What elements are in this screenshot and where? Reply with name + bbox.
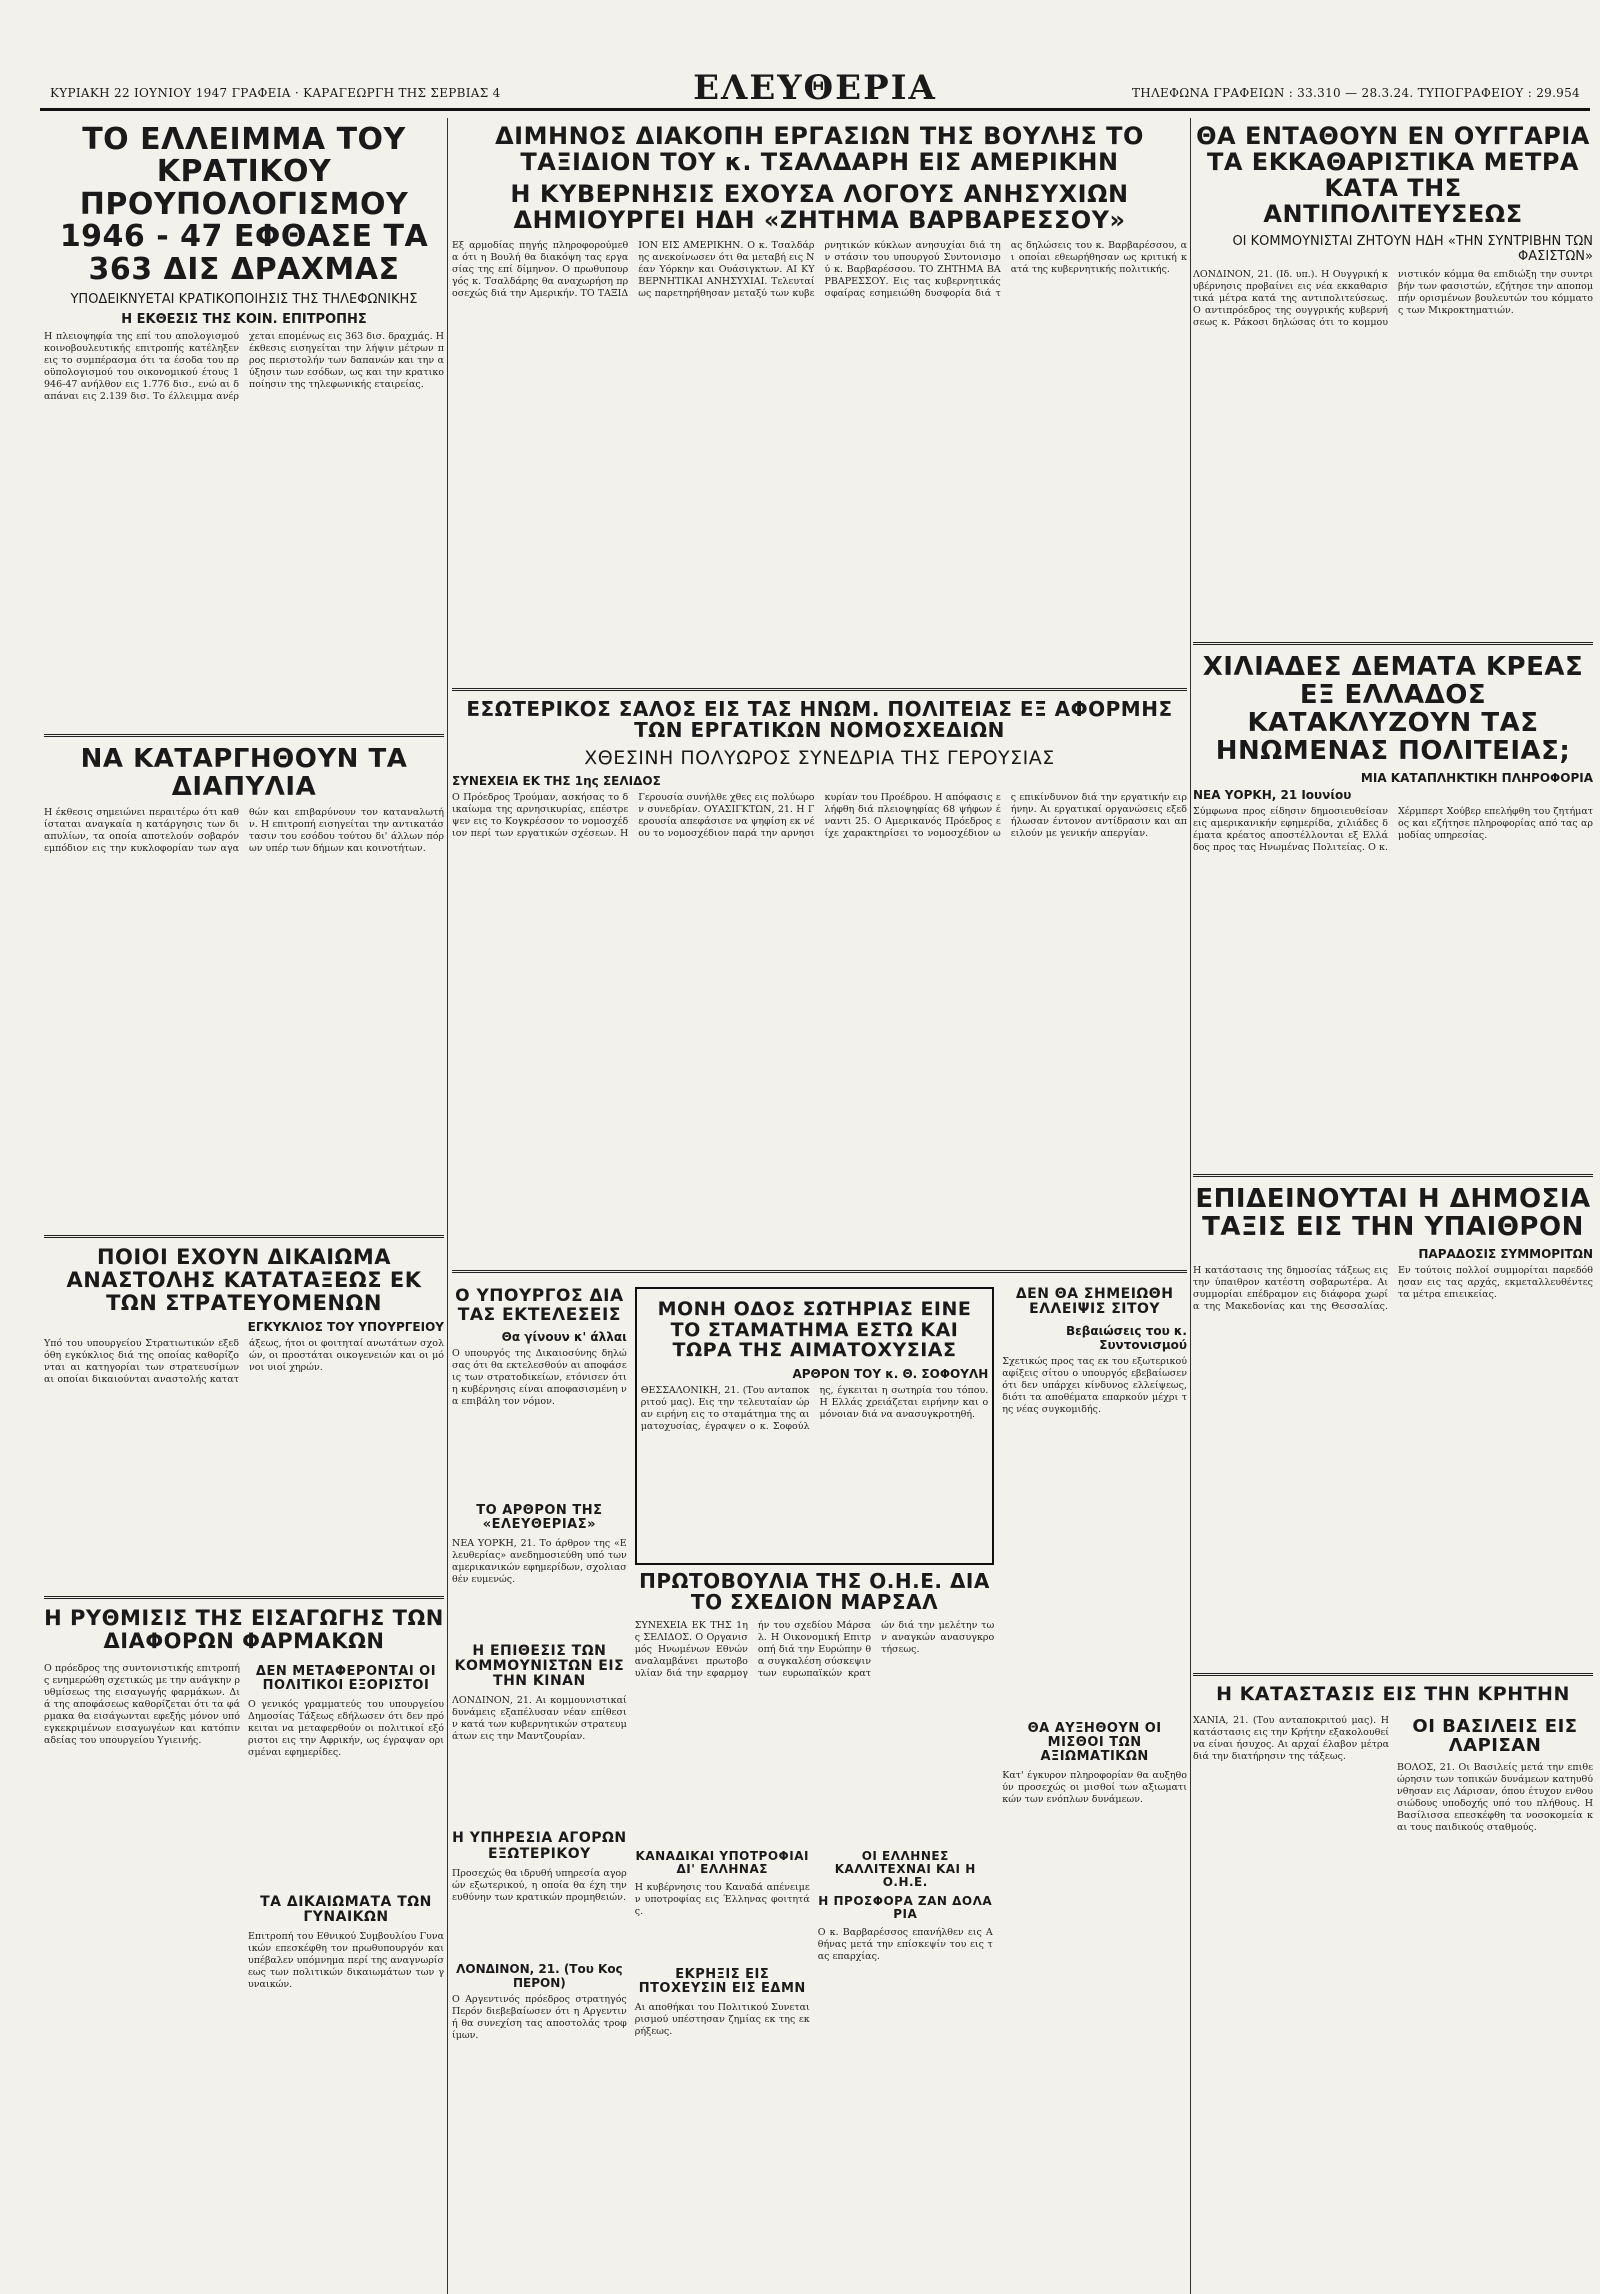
masthead <box>40 68 1590 111</box>
headline-royals-larissa: ΟΙ ΒΑΣΙΛΕΙΣ ΕΙΣ ΛΑΡΙΣΑΝ <box>1412 1715 1578 1757</box>
article-explosion: Αι αποθήκαι του Πολιτικού Συνεταιρισμού υπέστησαν ζημίας εκ της εκρήξεως. <box>634 2002 810 2038</box>
sofoulis-article-box <box>635 1287 995 1565</box>
executions-box <box>452 1281 627 2096</box>
headline-foreign-purchases: Η ΥΠΗΡΕΣΙΑ ΑΓΟΡΩΝ ΕΞΩΤΕΡΙΚΟΥ <box>452 1830 627 1862</box>
subheadline-bandits-surrender: ΠΑΡΑΔΟΣΙΣ ΣΥΜΜΟΡΙΤΩΝ <box>1418 1247 1593 1262</box>
masthead-phones: ΤΗΛΕΦΩΝΑ ΓΡΑΦΕΙΩΝ : 33.310 — 28.3.24. ΤΥΠΟΓΡΑΦΕΙΟΥ : 29.954 <box>1132 86 1580 100</box>
headline-varvaressos-issue: Η ΚΥΒΕΡΝΗΣΙΣ ΕΧΟΥΣΑ ΛΟΓΟΥΣ ΑΝΗΣΥΧΙΩΝ ΔΗΜΙΟΥΡΓΕΙ ΗΔΗ «ΖΗΤΗΜΑ ΒΑΡΒΑΡΕΣΣΟΥ» <box>510 179 1129 234</box>
headline-hungary-purges: ΘΑ ΕΝΤΑΘΟΥΝ ΕΝ ΟΥΓΓΑΡΙΑ ΤΑ ΕΚΚΑΘΑΡΙΣΤΙΚΑ ΜΕΤΡΑ ΚΑΤΑ ΤΗΣ ΑΝΤΙΠΟΛΙΤΕΥΣΕΩΣ <box>1196 122 1590 228</box>
article-peron: Ο Αργεντινός πρόεδρος στρατηγός Περόν διεβεβαίωσεν ότι η Αργεντινή θα συνεχίση τας αποστολάς τροφίμων. <box>452 1993 627 2041</box>
divider <box>452 1270 1187 1273</box>
newspaper-title: ΕΛΕΥΘΕΡΙΑ <box>693 68 937 108</box>
subheadline-committee-report: Η ΕΚΘΕΣΙΣ ΤΗΣ ΚΟΙΝ. ΕΠΙΤΡΟΠΗΣ <box>121 311 367 327</box>
headline-peron: ΛΟΝΔΙΝΟΝ, 21. (Του Κος ΠΕΡΟΝ) <box>456 1961 623 1990</box>
headline-eleftheria-article: ΤΟ ΑΡΘΡΟΝ ΤΗΣ «ΕΛΕΥΘΕΡΙΑΣ» <box>476 1503 603 1533</box>
article-minister-executions: Ο υπουργός της Δικαιοσύνης δηλώσας ότι θα εκτελεσθούν αι αποφάσεις των στρατοδικείων, ετόνισεν ότι η κυβέρνησις είναι αποφασισμένη να επιβάλη τον νόμον. <box>452 1348 627 1408</box>
divider <box>1193 1174 1593 1177</box>
article-countryside-order: Η κατάστασις της δημοσίας τάξεως εις την ύπαιθρον κατέστη σοβαρωτέρα. Αι συμμορίαι επέδραμον εις διάφορα χωρία της Μακεδονίας και της Θεσσαλίας. Εν τούτοις πολλοί συμμορίται παρεδόθησαν εις τας αρχάς, εκμεταλλευθέντες τα μέτρα επιεικείας. <box>1193 1265 1593 1313</box>
headline-exiles-not-moved: ΔΕΝ ΜΕΤΑΦΕΡΟΝΤΑΙ ΟΙ ΠΟΛΙΤΙΚΟΙ ΕΞΟΡΙΣΤΟΙ <box>255 1663 437 1693</box>
left-column <box>44 118 444 2288</box>
divider <box>1193 1673 1593 1676</box>
headline-pharmaceutical-imports: Η ΡΥΘΜΙΣΙΣ ΤΗΣ ΕΙΣΑΓΩΓΗΣ ΤΩΝ ΔΙΑΦΟΡΩΝ ΦΑΡΜΑΚΩΝ <box>44 1606 444 1653</box>
article-hungary-purges: ΛΟΝΔΙΝΟΝ, 21. (Ιδ. υπ.). Η Ουγγρική κυβέρνησις προβαίνει εις νέα εκκαθαριστικά μέτρα κατά της αντιπολιτεύσεως. Ο αντιπρόεδρος της ουγγρικής κυβερνήσεως κ. Ράκοσι δηλώσας ότι το κομμουνιστικόν κόμμα θα επιδιώξη την συντριβήν των φασιστών, εζήτησε την αποπομπήν ορισμένων βουλευτών του κόμματος των Μικροκτηματιών. <box>1193 268 1593 328</box>
headline-senate-session: ΧΘΕΣΙΝΗ ΠΟΛΥΩΡΟΣ ΣΥΝΕΔΡΙΑ ΤΗΣ ΓΕΡΟΥΣΙΑΣ <box>584 746 1055 769</box>
divider <box>44 1235 444 1238</box>
headline-meat-parcels: ΧΙΛΙΑΔΕΣ ΔΕΜΑΤΑ ΚΡΕΑΣ ΕΞ ΕΛΛΑΔΟΣ ΚΑΤΑΚΛΥΖΟΥΝ ΤΑΣ ΗΝΩΜΕΝΑΣ ΠΟΛΙΤΕΙΑΣ; <box>1202 651 1584 767</box>
column-rule <box>1190 118 1191 2294</box>
headline-parliament-recess: ΔΙΜΗΝΟΣ ΔΙΑΚΟΠΗ ΕΡΓΑΣΙΩΝ ΤΗΣ ΒΟΥΛΗΣ ΤΟ ΤΑΞΙΔΙΟΝ ΤΟΥ κ. ΤΣΑΛΔΑΡΗ ΕΙΣ ΑΜΕΡΙΚΗΝ <box>495 122 1144 176</box>
headline-officer-salaries: ΘΑ ΑΥΞΗΘΟΥΝ ΟΙ ΜΙΣΘΟΙ ΤΩΝ ΑΞΙΩΜΑΤΙΚΩΝ <box>1027 1720 1162 1764</box>
headline-crete-situation: Η ΚΑΤΑΣΤΑΣΙΣ ΕΙΣ ΤΗΝ ΚΡΗΤΗΝ <box>1216 1683 1570 1706</box>
headline-countryside-order: ΕΠΙΔΕΙΝΟΥΤΑΙ Η ΔΗΜΟΣΙΑ ΤΑΞΙΣ ΕΙΣ ΤΗΝ ΥΠΑΙΘΡΟΝ <box>1195 1184 1591 1243</box>
article-us-labor-turmoil: Ο Πρόεδρος Τρούμαν, ασκήσας το δικαίωμα της αρνησικυρίας, επέστρεψεν εις το Κογκρέσσον το νομοσχέδιον περί των εργατικών σχέσεων. Η Γερουσία συνήλθε χθες εις πολύωρον συνεδρίαν. ΟΥΑΣΙΓΚΤΩΝ, 21. Η Γερουσία απεφάσισε να ψηφίση εκ νέου το νομοσχέδιον παρά την αρνησικυρίαν του Προέδρου. Η απόφασις ελήφθη διά πλειοψηφίας 68 ψήφων έναντι 25. Ο Αμερικανός Πρόεδρος είχε χαρακτηρίσει το νομοσχέδιον ως επικίνδυνον διά την εργατικήν ειρήνην. Αι εργατικαί οργανώσεις εξεδήλωσαν έντονον αντίδρασιν και απειλούν με γενικήν απεργίαν. <box>452 792 1187 840</box>
center-column <box>452 118 1187 2288</box>
headline-peron-offer: Η ΠΡΟΣΦΟΡΑ ΖΑΝ ΔΟΛΑ ΡΙΑ <box>818 1893 993 1921</box>
right-column <box>1193 118 1593 2288</box>
divider <box>452 688 1187 691</box>
article-crete-situation: ΧΑΝΙΑ, 21. (Του ανταποκριτού μας). Η κατάστασις εις την Κρήτην εξακολουθεί να είναι ήσυχος. Αι αρχαί έλαβον μέτρα διά την διατήρησιν της τάξεως. <box>1193 1714 1389 1762</box>
article-foreign-purchases: Προσεχώς θα ιδρυθή υπηρεσία αγορών εξωτερικού, η οποία θα έχη την ευθύνην των κρατικών προμηθειών. <box>452 1867 627 1903</box>
divider <box>44 734 444 737</box>
headline-abolish-tolls: ΝΑ ΚΑΤΑΡΓΗΘΟΥΝ ΤΑ ΔΙΑΠΥΛΙΑ <box>80 744 408 803</box>
article-no-wheat-shortage: Σχετικώς προς τας εκ του εξωτερικού αφίξεις σίτου ο υπουργός εβεβαίωσεν ότι δεν υπάρχει κίνδυνος ελλείψεως, διότι τα αποθέματα επαρκούν μέχρι της νέας συγκομιδής. <box>1002 1355 1187 1415</box>
subheadline-ministry-circular: ΕΓΚΥΚΛΙΟΣ ΤΟΥ ΥΠΟΥΡΓΕΙΟΥ <box>247 1320 444 1335</box>
subheadline-astonishing-info: ΜΙΑ ΚΑΤΑΠΛΗΚΤΙΚΗ ΠΛΗΡΟΦΟΡΙΑ <box>1360 771 1593 786</box>
article-meat-parcels: Σύμφωνα προς είδησιν δημοσιευθείσαν εις αμερικανικήν εφημερίδα, χιλιάδες δέματα κρέατος αποστέλλονται εξ Ελλάδος προς τας Ηνωμένας Πολιτείας. Ο κ. Χέρμπερτ Χούβερ επελήφθη του ζητήματος και εζήτησε πληροφορίας από τας αρμοδίας υπηρεσίας. <box>1193 806 1593 854</box>
article-budget-deficit: Η πλειοψηφία της επί του απολογισμού κοινοβουλευτικής επιτροπής κατέληξεν εις το συμπέρασμα ότι τα έσοδα του προϋπολογισμού του οικονομικού έτους 1946-47 ανήλθον εις 1.776 δισ., ενώ αι δαπάναι εις 2.139 δισ. Το έλλειμμα ανέρχεται επομένως εις 363 δισ. δραχμάς. Η έκθεσις εισηγείται την λήψιν μέτρων προς περιστολήν των δαπανών και την αύξησιν των εσόδων, ως και την κρατικοποίησιν της τηλεφωνικής εταιρείας. <box>44 331 444 403</box>
article-exiles-not-moved: Ο γενικός γραμματεύς του υπουργείου Δημοσίας Τάξεως εδήλωσεν ότι δεν πρόκειται να μεταφερθούν οι πολιτικοί εξόριστοι εις την Αφρικήν, ως έγραψαν ορισμέναι εφημερίδες. <box>248 1698 444 1758</box>
headline-explosion: ΕΚΡΗΞΙΣ ΕΙΣ ΠΤΟΧΕΥΣΙΝ ΕΙΣ ΕΔΜΝ <box>638 1966 806 1996</box>
headline-communists-china: Η ΕΠΙΘΕΣΙΣ ΤΩΝ ΚΟΜΜΟΥΝΙΣΤΩΝ ΕΙΣ ΤΗΝ ΚΙΝΑΝ <box>454 1643 625 1690</box>
article-communists-china: ΛΟΝΔΙΝΟΝ, 21. Αι κομμουνιστικαί δυνάμεις εξαπέλυσαν νέαν επίθεσιν κατά των κυβερνητικών στρατευμάτων εις την Μαντζουρίαν. <box>452 1695 627 1743</box>
article-royals-larissa: ΒΟΛΟΣ, 21. Οι Βασιλείς μετά την επιθεώρησιν των τοπικών δυνάμεων κατηυθύνθησαν εις Λάρισαν, όπου έτυχον ενθουσιώδους υποδοχής υπό του πλήθους. Η Βασίλισσα επεσκέφθη τα νοσοκομεία και τους παιδικούς σταθμούς. <box>1397 1761 1593 1833</box>
article-sofoulis-bloodshed: ΘΕΣΣΑΛΟΝΙΚΗ, 21. (Του ανταποκριτού μας). Εις την τελευταίαν ώραν ειρήνη εις το σταμάτημα της αιματοχυσίας, έγραψεν ο κ. Σοφούλης, έγκειται η σωτηρία του τόπου. Η Ελλάς χρειάζεται ειρήνην και ομόνοιαν διά να ανασυγκροτηθή. <box>640 1384 989 1432</box>
article-varvaressos-return: Ο κ. Βαρβαρέσσος επανήλθεν εις Αθήνας μετά την επίσκεψίν του εις τας επαρχίας. <box>817 1926 993 1962</box>
masthead-date-address: ΚΥΡΙΑΚΗ 22 ΙΟΥΝΙΟΥ 1947 ΓΡΑΦΕΙΑ · ΚΑΡΑΓΕΩΡΓΗ ΤΗΣ ΣΕΡΒΙΑΣ 4 <box>50 86 501 100</box>
headline-conscription-deferral: ΠΟΙΟΙ ΕΧΟΥΝ ΔΙΚΑΙΩΜΑ ΑΝΑΣΤΟΛΗΣ ΚΑΤΑΤΑΞΕΩΣ ΕΚ ΤΩΝ ΣΤΡΑΤΕΥΟΜΕΝΩΝ <box>66 1245 422 1315</box>
article-conscription-deferral: Υπό του υπουργείου Στρατιωτικών εξεδόθη εγκύκλιος διά της οποίας καθορίζονται αι κατηγορίαι των στρατευσίμων αι οποίαι δικαιούνται αναστολής κατατάξεως, ήτοι οι φοιτηταί ανωτάτων σχολών, οι προστάται οικογενειών και οι μόνοι υιοί χηρών. <box>44 1338 444 1386</box>
headline-sofoulis-bloodshed: ΜΟΝΗ ΟΔΟΣ ΣΩΤΗΡΙΑΣ ΕΙΝΕ ΤΟ ΣΤΑΜΑΤΗΜΑ ΕΣΤΩ ΚΑΙ ΤΩΡΑ ΤΗΣ ΑΙΜΑΤΟΧΥΣΙΑΣ <box>657 1298 972 1362</box>
dateline-new-york: ΝΕΑ ΥΟΡΚΗ, 21 Ιουνίου <box>1193 788 1352 803</box>
article-pharmaceutical-imports: Ο πρόεδρος της συντονιστικής επιτροπής ενημερώθη σχετικώς με την ανάγκην ρυθμίσεως της εισαγωγής φαρμάκων. Διά της αποφάσεως καθορίζεται ότι τα φάρμακα θα εισάγωνται εφεξής μόνον υπό εγκεκριμένων εισαγωγέων και κατόπιν αδείας του υπουργείου Υγιεινής. <box>44 1662 240 1746</box>
column-rule <box>447 118 448 2294</box>
article-eleftheria-article: ΝΕΑ ΥΟΡΚΗ, 21. Το άρθρον της «Ελευθερίας» ανεδημοσιεύθη υπό των αμερικανικών εφημερίδων, σχολιασθέν ευμενώς. <box>452 1538 627 1586</box>
subheadline-more-to-come: Θα γίνουν κ' άλλαι <box>501 1330 627 1345</box>
headline-un-marshall-plan: ΠΡΩΤΟΒΟΥΛΙΑ ΤΗΣ Ο.Η.Ε. ΔΙΑ ΤΟ ΣΧΕΔΙΟΝ ΜΑΡΣΑΛ <box>639 1568 990 1615</box>
headline-canada-scholarships: ΚΑΝΑΔΙΚΑΙ ΥΠΟΤΡΟΦΙΑΙ ΔΙ' ΕΛΛΗΝΑΣ <box>635 1849 809 1877</box>
article-canada-scholarships: Η κυβέρνησις του Καναδά απένειμεν υποτροφίας εις Έλληνας φοιτητάς. <box>634 1881 810 1917</box>
headline-womens-rights: ΤΑ ΔΙΚΑΙΩΜΑΤΑ ΤΩΝ ΓΥΝΑΙΚΩΝ <box>260 1893 432 1925</box>
headline-no-wheat-shortage: ΔΕΝ ΘΑ ΣΗΜΕΙΩΘΗ ΕΛΛΕΙΨΙΣ ΣΙΤΟΥ <box>1015 1286 1174 1318</box>
divider <box>44 1596 444 1599</box>
continuation-note: ΣΥΝΕΧΕΙΑ ΕΚ ΤΗΣ 1ης ΣΕΛΙΔΟΣ <box>452 774 661 789</box>
article-parliament-recess: Εξ αρμοδίας πηγής πληροφορούμεθα ότι η Βουλή θα διακόψη τας εργασίας της επί δίμηνον. Ο πρωθυπουργός κ. Τσαλδάρης θα αναχωρήση προσεχώς διά την Αμερικήν. ΤΟ ΤΑΞΙΔΙΟΝ ΕΙΣ ΑΜΕΡΙΚΗΝ. Ο κ. Τσαλδάρης ανεκοίνωσεν ότι θα μεταβή εις Νέαν Υόρκην και Ουάσιγκτων. ΑΙ ΚΥΒΕΡΝΗΤΙΚΑΙ ΑΝΗΣΥΧΙΑΙ. Τελευταίως παρετηρήθησαν μεταξύ των κυβερνητικών κύκλων ανησυχίαι διά την στάσιν του υπουργού Συντονισμού κ. Βαρβαρέσσου. ΤΟ ΖΗΤΗΜΑ ΒΑΡΒΑΡΕΣΣΟΥ. Εις τας κυβερνητικάς σφαίρας εσημειώθη δυσφορία διά τας δηλώσεις του κ. Βαρβαρέσσου, αι οποίαι εθεωρήθησαν ως κριτική κατά της κυβερνητικής πολιτικής. <box>452 239 1187 299</box>
divider <box>1193 642 1593 645</box>
headline-budget-deficit: ΤΟ ΕΛΛΕΙΜΜΑ ΤΟΥ ΚΡΑΤΙΚΟΥ ΠΡΟΥΠΟΛΟΓΙΣΜΟΥ 1946 - 47 ΕΦΘΑΣΕ ΤΑ 363 ΔΙΣ ΔΡΑΧΜΑΣ <box>59 122 429 287</box>
article-officer-salaries: Κατ' έγκυρον πληροφορίαν θα αυξηθούν προσεχώς οι μισθοί των αξιωματικών των ενόπλων δυνάμεων. <box>1002 1769 1187 1805</box>
subheadline-coordination-assurances: Βεβαιώσεις του κ. Συντονισμού <box>1065 1323 1187 1352</box>
headline-minister-executions: Ο ΥΠΟΥΡΓΟΣ ΔΙΑ ΤΑΣ ΕΚΤΕΛΕΣΕΙΣ <box>455 1286 624 1325</box>
article-un-marshall-plan: ΣΥΝΕΧΕΙΑ ΕΚ ΤΗΣ 1ης ΣΕΛΙΔΟΣ. Ο Οργανισμός Ηνωμένων Εθνών αναλαμβάνει πρωτοβουλίαν διά την εφαρμογήν του σχεδίου Μάρσαλ. Η Οικονομική Επιτροπή διά την Ευρώπην θα συγκαλέση σύσκεψιν των ευρωπαϊκών κρατών διά την μελέτην των αναγκών ανασυγκροτήσεως. <box>634 1620 995 1680</box>
subheadline-communists-demand: ΟΙ ΚΟΜΜΟΥΝΙΣΤΑΙ ΖΗΤΟΥΝ ΗΔΗ «ΤΗΝ ΣΥΝΤΡΙΒΗΝ ΤΩΝ ΦΑΣΙΣΤΩΝ» <box>1232 233 1593 265</box>
headline-artists-un: ΟΙ ΕΛΛΗΝΕΣ ΚΑΛΛΙΤΕΧΝΑΙ ΚΑΙ Η Ο.Η.Ε. <box>834 1849 976 1889</box>
subheadline-sofoulis-byline: ΑΡΘΡΟΝ ΤΟΥ κ. Θ. ΣΟΦΟΥΛΗ <box>792 1366 989 1381</box>
subheadline-telephone: ΥΠΟΔΕΙΚΝΥΕΤΑΙ ΚΡΑΤΙΚΟΠΟΙΗΣΙΣ ΤΗΣ ΤΗΛΕΦΩΝΙΚΗΣ <box>70 291 418 307</box>
article-abolish-tolls: Η έκθεσις σημειώνει περαιτέρω ότι καθίσταται αναγκαία η κατάργησις των διαπυλίων, τα οποία αποτελούν σοβαρόν εμπόδιον εις την κυκλοφορίαν των αγαθών και επιβαρύνουν τον καταναλωτήν. Η επιτροπή εισηγείται την αντικατάστασιν του εσόδου τούτου δι' άλλων πόρων υπέρ των δήμων και κοινοτήτων. <box>44 807 444 855</box>
headline-us-labor-turmoil: ΕΣΩΤΕΡΙΚΟΣ ΣΑΛΟΣ ΕΙΣ ΤΑΣ ΗΝΩΜ. ΠΟΛΙΤΕΙΑΣ ΕΞ ΑΦΟΡΜΗΣ ΤΩΝ ΕΡΓΑΤΙΚΩΝ ΝΟΜΟΣΧΕΔΙΩΝ <box>466 696 1173 743</box>
article-womens-rights: Επιτροπή του Εθνικού Συμβουλίου Γυναικών επεσκέφθη τον πρωθυπουργόν και υπέβαλεν υπόμνημα περί της αναγνωρίσεως των πολιτικών δικαιωμάτων των γυναικών. <box>248 1930 444 1990</box>
